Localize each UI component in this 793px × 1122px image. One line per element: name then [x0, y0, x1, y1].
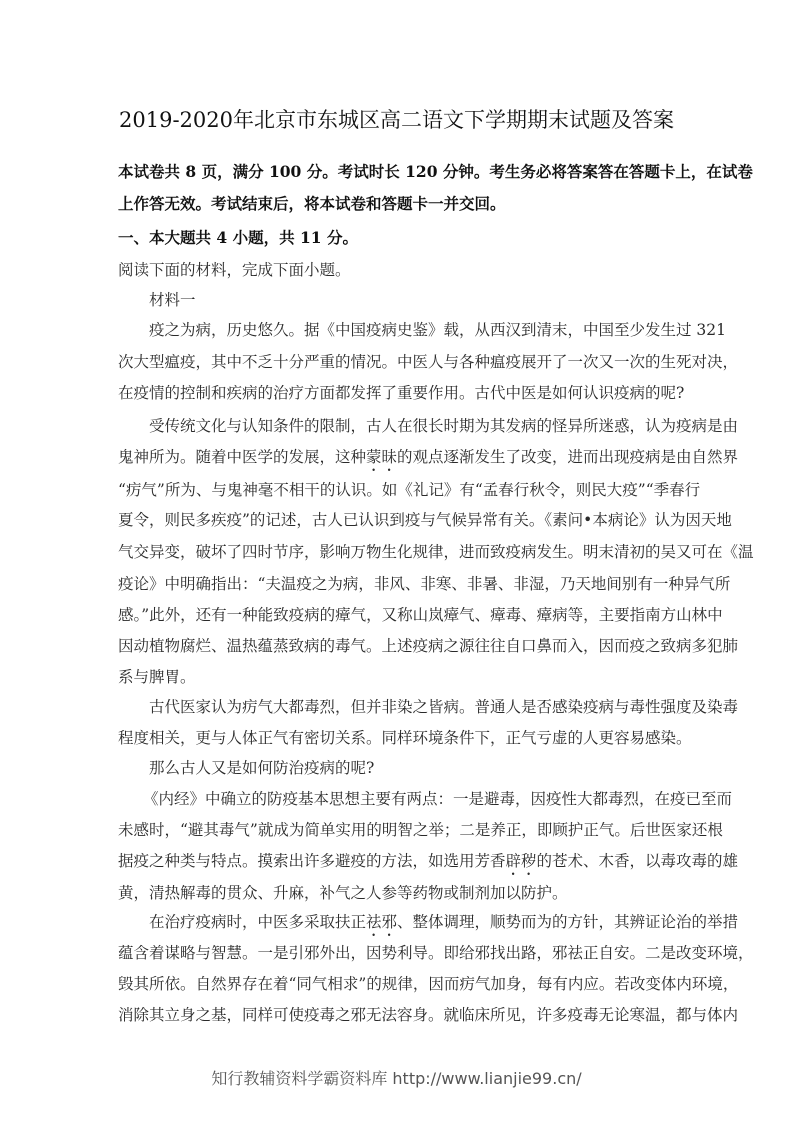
- reading-instruction: 阅读下面的材料，完成下面小题。: [118, 261, 351, 279]
- paragraph-line: 未感时，“避其毒气”就成为简单实用的明智之举；二是养正，即顾护正气。后世医家还根: [118, 821, 723, 839]
- text-segment: 在治疗疫病时，中医多采取扶正: [149, 913, 367, 931]
- paragraph-line: 气交异变，破坏了四时节序，影响万物生化规律，进而致疫病发生。明末清初的吴又可在《温: [118, 543, 754, 561]
- exam-instructions-line: 上作答无效。考试结束后，将本试卷和答题卡一并交回。: [118, 194, 506, 213]
- paragraph-line: 毁其所依。自然界存在着“同气相求”的规律，因而疠气加身，每有内应。若改变体内环境，: [118, 975, 739, 993]
- paragraph-line: “疠气”所为、与鬼神毫不相干的认识。如《礼记》有“孟春行秋令，则民大疫”“季春行: [118, 481, 701, 499]
- text-segment: 的苍术、木香，以毒攻毒的雄: [536, 852, 739, 870]
- paragraph-line: [118, 851, 739, 871]
- emphasized-word: 祛邪: [366, 913, 398, 931]
- paragraph-line: 夏令，则民多疾疫”的记述，古人已认识到疫与气候异常有关。《素问•本病论》认为因天地: [118, 511, 732, 529]
- text-segment: 据疫之种类与特点。摸索出许多避疫的方法，如选用芳香: [118, 852, 506, 870]
- text-segment: 鬼神所为。随着中医学的发展，这种: [118, 448, 367, 466]
- emphasized-word: 辟秽: [505, 852, 537, 870]
- paragraph-line: 因动植物腐烂、温热蕴蒸致病的毒气。上述疫病之源往往自口鼻而入，因而疫之致病多犯肺: [118, 637, 739, 655]
- paragraph-line: 消除其立身之基，同样可使疫毒之邪无法容身。就临床所见，许多疫毒无论寒温，都与体内: [118, 1006, 739, 1024]
- paragraph-line: 古代医家认为疠气大都毒烈，但并非染之皆病。普通人是否感染疫病与毒性强度及染毒: [149, 698, 739, 716]
- paragraph-line: 疫论》中明确指出：“夫温疫之为病，非风、非寒、非暑、非湿，乃天地间别有一种异气所: [118, 575, 731, 593]
- paragraph-line: 系与脾胃。: [118, 668, 196, 686]
- paragraph-line: 蕴含着谋略与智慧。一是引邪外出，因势利导。即给邪找出路，邪祛正自安。二是改变环境，: [118, 944, 754, 962]
- paragraph-line: 受传统文化与认知条件的限制，古人在很长时期为其发病的怪异所迷惑，认为疫病是由: [149, 417, 739, 435]
- paragraph-line: 在疫情的控制和疾病的治疗方面都发挥了重要作用。古代中医是如何认识疫病的呢?: [118, 384, 685, 402]
- paragraph-line: 程度相关，更与人体正气有密切关系。同样环境条件下，正气亏虚的人更容易感染。: [118, 729, 692, 747]
- paragraph-line: 那么古人又是如何防治疫病的呢?: [149, 759, 375, 777]
- exam-instructions-line: 本试卷共 8 页，满分 100 分。考试时长 120 分钟。考生务必将答案答在答题卡上，在试卷: [118, 162, 753, 181]
- text-segment: 的观点逐渐发生了改变，进而出现疫病是由自然界: [397, 448, 739, 466]
- document-title: 2019-2020年北京市东城区高二语文下学期期末试题及答案: [119, 108, 674, 132]
- paragraph-line: 感。”此外，还有一种能致疫病的瘴气，又称山岚瘴气、瘴毒、瘴病等，主要指南方山林中: [118, 606, 723, 624]
- material-label: 材料一: [149, 291, 196, 309]
- emphasized-word: 蒙昧: [366, 448, 398, 466]
- paragraph-line: [118, 447, 739, 467]
- paragraph-line: 次大型瘟疫，其中不乏十分严重的情况。中医人与各种瘟疫展开了一次又一次的生死对决，: [118, 353, 739, 371]
- paragraph-line: 《内经》中确立的防疫基本思想主要有两点：一是避毒，因疫性大都毒烈，在疫已至而: [143, 790, 733, 808]
- paragraph-line: [118, 912, 739, 932]
- section-heading: 一、本大题共 4 小题，共 11 分。: [118, 228, 358, 247]
- paragraph-line: 黄，清热解毒的贯众、升麻，补气之人参等药物或制剂加以防护。: [118, 884, 568, 902]
- footer-watermark: 知行教辅资料学霸资料库 http://www.lianjie99.cn/: [211, 1069, 582, 1088]
- paragraph-line: 疫之为病，历史悠久。据《中国疫病史鉴》载，从西汉到清末，中国至少发生过 321: [149, 321, 727, 339]
- text-segment: 、整体调理，顺势而为的方针，其辨证论治的举措: [397, 913, 739, 931]
